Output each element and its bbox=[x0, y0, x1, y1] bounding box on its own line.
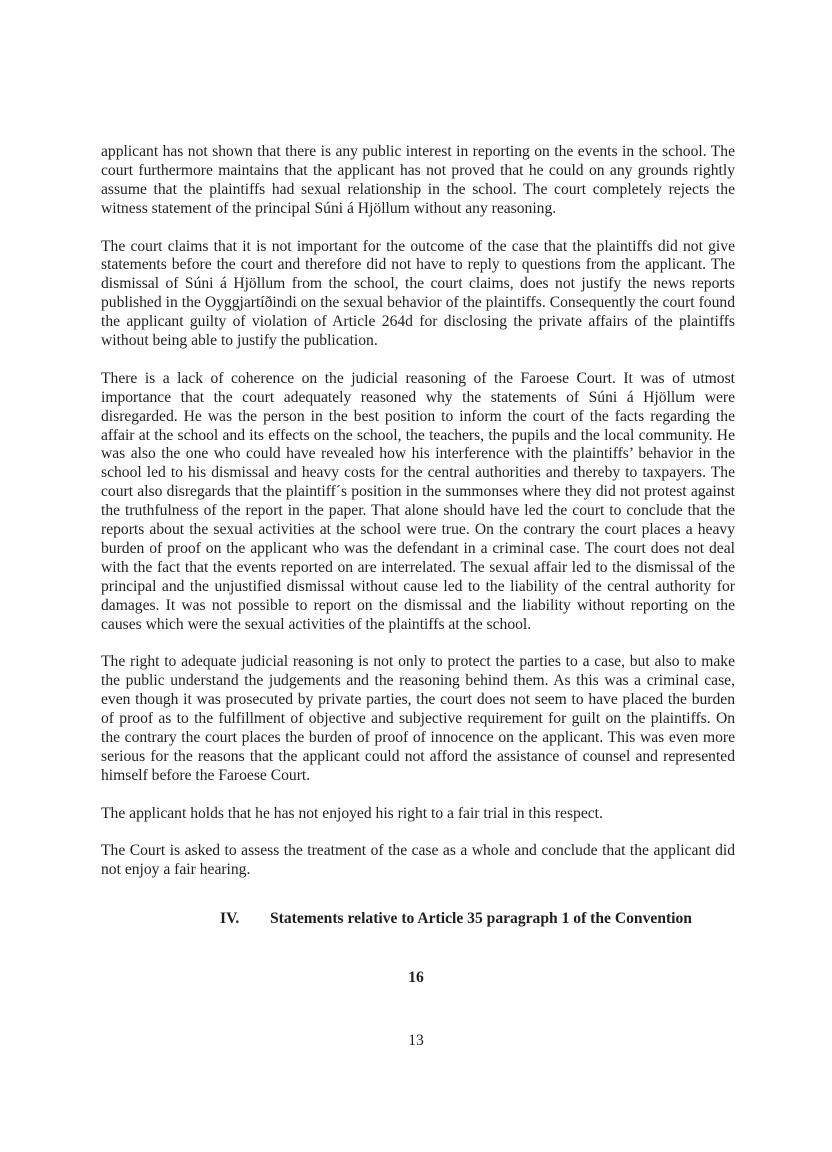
paragraph-judicial-reasoning: The right to adequate judicial reasoning is not only to protect the parties to a case, but also to make the public understand the judgements and the reasoning behind them. As this was a criminal case, even though it was prosecuted by private parties, the court does not seem to have placed the burden of proof as to the fulfillment of objective and subjective requirement for guilt on the plaintiffs. On the contrary the court places the burden of proof of innocence on the applicant. This was even more serious for the reasons that the applicant could not afford the assistance of counsel and represented himself before the Faroese Court. bbox=[101, 653, 735, 784]
paragraph-court-claims: The court claims that it is not important for the outcome of the case that the plaintiffs did not give statements before the court and therefore did not have to reply to questions from the applicant. The dismissal of Súni á Hjöllum from the school, the court claims, does not justify the news reports published in the Oyggjartíðindi on the sexual behavior of the plaintiffs. Consequently the court found the applicant guilty of violation of Article 264d for disclosing the private affairs of the plaintiffs without being able to justify the publication. bbox=[101, 237, 735, 350]
footer-page-number: 13 bbox=[408, 1032, 424, 1049]
body-text bbox=[101, 143, 735, 899]
section-heading bbox=[220, 910, 740, 928]
paragraph-fair-hearing: The Court is asked to assess the treatment of the case as a whole and conclude that the applicant did not enjoy a fair hearing. bbox=[101, 842, 735, 879]
paragraph-public-interest: applicant has not shown that there is any public interest in reporting on the events in the school. The court furthermore maintains that the applicant has not proved that he could on any grounds rightly assume that the plaintiffs had sexual relationship in the school. The court completely rejects the witness statement of the principal Súni á Hjöllum without any reasoning. bbox=[101, 143, 735, 217]
section-title: Statements relative to Article 35 paragraph 1 of the Convention bbox=[270, 910, 692, 927]
inner-page-number: 16 bbox=[408, 969, 424, 986]
paragraph-lack-of-coherence: There is a lack of coherence on the judicial reasoning of the Faroese Court. It was of utmost importance that the court adequately reasoned why the statements of Súni á Hjöllum were disregarded. He was the person in the best position to inform the court of the facts regarding the affair at the school and its effects on the school, the teachers, the pupils and the local community. He was also the one who could have revealed how his interference with the plaintiffs’ behavior in the school led to his dismissal and heavy costs for the central authorities and thereby to taxpayers. The court also disregards that the plaintiff´s position in the summonses where they did not protest against the truthfulness of the report in the paper. That alone should have led the court to conclude that the reports about the sexual activities at the school were true. On the contrary the court places a heavy burden of proof on the applicant who was the defendant in a criminal case. The court does not deal with the fact that the events reported on are interrelated. The sexual affair led to the dismissal of the principal and the unjustified dismissal without cause led to the liability of the central authority for damages. It was not possible to report on the dismissal and the liability without reporting on the causes which were the sexual activities of the plaintiffs at the school. bbox=[101, 369, 735, 633]
section-number: IV. bbox=[220, 910, 240, 927]
paragraph-fair-trial: The applicant holds that he has not enjoyed his right to a fair trial in this respect. bbox=[101, 804, 603, 822]
